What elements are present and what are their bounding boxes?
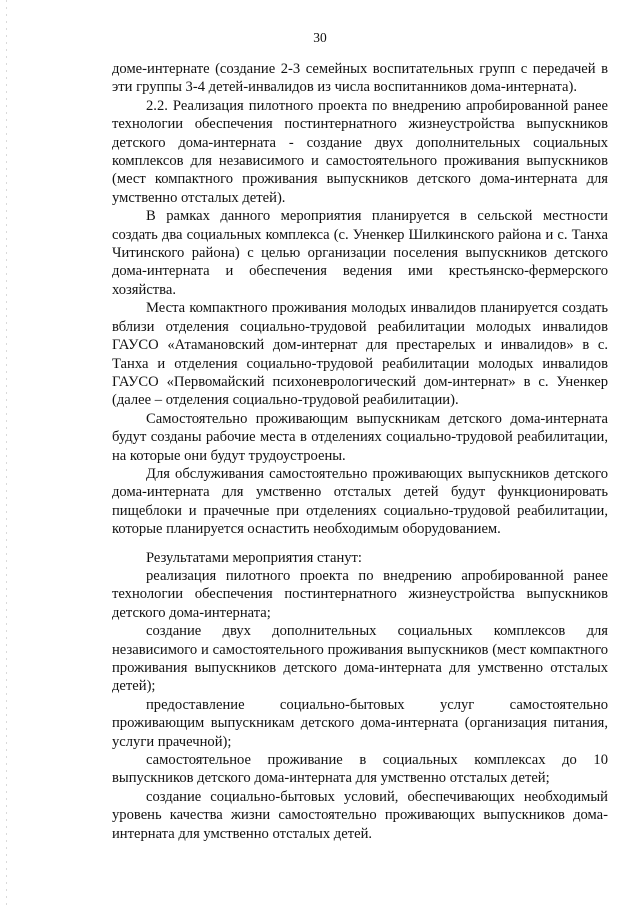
result-item: реализация пилотного проекта по внедрению апробированной ранее технологии обеспечения постинтернатного жизнеустройства выпускников детского дома-интерната; bbox=[112, 567, 608, 621]
paragraph-compact-residence: Места компактного проживания молодых инвалидов планируется создать вблизи отделения социально-трудовой реабилитации молодых инвалидов ГАУСО «Атамановский дом-интернат для престарелых и инвалидов» в с. Танха и отделения социально-трудовой реабилитации молодых инвалидов ГАУСО «Первомайский психоневрологический дом-интернат» в с. Уненкер (далее – отделения социально-трудовой реабилитации). bbox=[112, 300, 608, 409]
page-number: 30 bbox=[313, 30, 327, 45]
paragraph-results-heading: Результатами мероприятия станут: bbox=[146, 549, 362, 566]
paragraph-workplaces: Самостоятельно проживающим выпускникам детского дома-интерната будут созданы рабочие места в отделениях социально-трудовой реабилитации, на которые они будут трудоустроены. bbox=[112, 410, 608, 464]
result-item: самостоятельное проживание в социальных комплексах до 10 выпускников детского дома-интерната для умственно отсталых детей; bbox=[112, 752, 608, 787]
scan-edge-mark bbox=[6, 0, 7, 905]
paragraph-continuation: доме-интернате (создание 2-3 семейных воспитательных групп с передачей в эти группы 3-4 детей-инвалидов из числа воспитанников дома-интерната). bbox=[112, 61, 608, 96]
document-body bbox=[112, 60, 608, 843]
result-item: предоставление социально-бытовых услуг самостоятельно проживающим выпускникам детского дома-интерната (организация питания, услуги прачечной); bbox=[112, 696, 608, 750]
result-item: создание двух дополнительных социальных комплексов для независимого и самостоятельного проживания выпускников (мест компактного проживания выпускников детского дома-интерната для умственно отсталых детей); bbox=[112, 623, 608, 695]
paragraph-social-complexes: В рамках данного мероприятия планируется в сельской местности создать два социальных комплекса (с. Уненкер Шилкинского района и с. Танха Читинского района) с целью организации поселения выпускников детского дома-интерната и обеспечения ведения ими крестьянско-фермерского хозяйства. bbox=[112, 208, 608, 298]
paragraph-services: Для обслуживания самостоятельно проживающих выпускников детского дома-интерната для умственно отсталых детей будут функционировать пищеблоки и прачечные при отделениях социально-трудовой реабилитации, которые планируется оснастить необходимым оборудованием. bbox=[112, 465, 608, 538]
result-item: создание социально-бытовых условий, обеспечивающих необходимый уровень качества жизни самостоятельно проживающих выпускников дома-интерната для умственно отсталых детей. bbox=[112, 788, 608, 842]
paragraph-section-2-2: 2.2. Реализация пилотного проекта по внедрению апробированной ранее технологии обеспечения постинтернатного жизнеустройства выпускников детского дома-интерната - создание двух дополнительных социальных комплексов для независимого и самостоятельного проживания выпускников (мест компактного проживания выпускников детского дома-интерната для умственно отсталых детей). bbox=[112, 97, 608, 206]
